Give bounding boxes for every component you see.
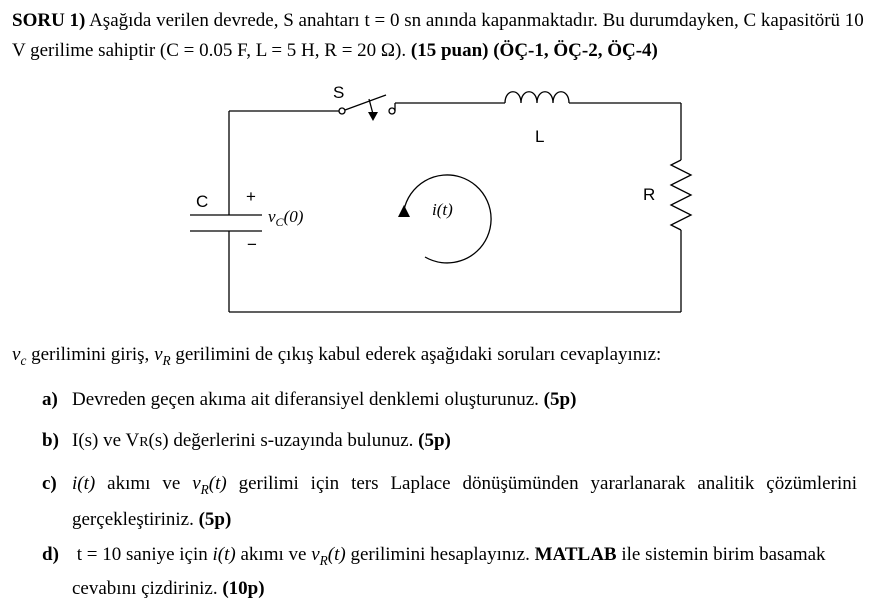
question-c-line2: gerçekleştiriniz. (5p) [72,509,232,530]
switch-contact-right [389,108,395,114]
problem-text: Aşağıda verilen devrede, S anahtarı t = 0 sn anında kapanmaktadır. Bu durumdayken, C kapasitörü 10 V gerilime sahiptir (C = 0.05 F, L = 5 H, R = 20 Ω). [12,10,864,61]
minus-sign: − [247,235,257,254]
switch-label: S [333,83,345,102]
resistor-zigzag [671,160,691,230]
resistor-label: R [643,185,656,204]
problem-points: (15 puan) (ÖÇ-1, ÖÇ-2, ÖÇ-4) [410,40,658,61]
question-a: a) Devreden geçen akıma ait diferansiyel denklemi oluşturunuz. (5p) [42,389,577,410]
question-d-line2: cevabını çizdiriniz. (10p) [72,578,265,599]
switch-actuator [369,99,373,114]
current-arrowhead-icon [398,205,410,217]
vc-label: $v_C(0)$ [268,207,304,229]
switch-contact-left [339,108,345,114]
question-b: b) I(s) ve VR(s) değerlerini s-uzayında bulunuz. (5p) [42,430,451,451]
question-c-line1: c) i(t) akımı ve $v_R(t)$ gerilimi için ters Laplace dönüşümünden yararlanarak analitik çözümlerini [42,473,858,497]
switch-arrow-icon [368,112,378,121]
question-d-line1: d) t = 10 saniye için i(t) akımı ve $v_R(t)$ gerilimini hesaplayınız. MATLAB ile sistemin birim basamak [42,544,826,568]
switch-blade [345,95,386,110]
current-label: i(t) [432,200,453,219]
inductor-label: L [535,127,545,146]
plus-sign: + [246,187,256,206]
intro-text: $v_c$ gerilimini giriş, $v_R$ gerilimini de çıkış kabul ederek aşağıdaki soruları cevaplayınız: [12,344,662,368]
inductor-coil [505,92,569,103]
capacitor-label: C [196,192,209,211]
problem-title: SORU 1) [12,10,86,31]
